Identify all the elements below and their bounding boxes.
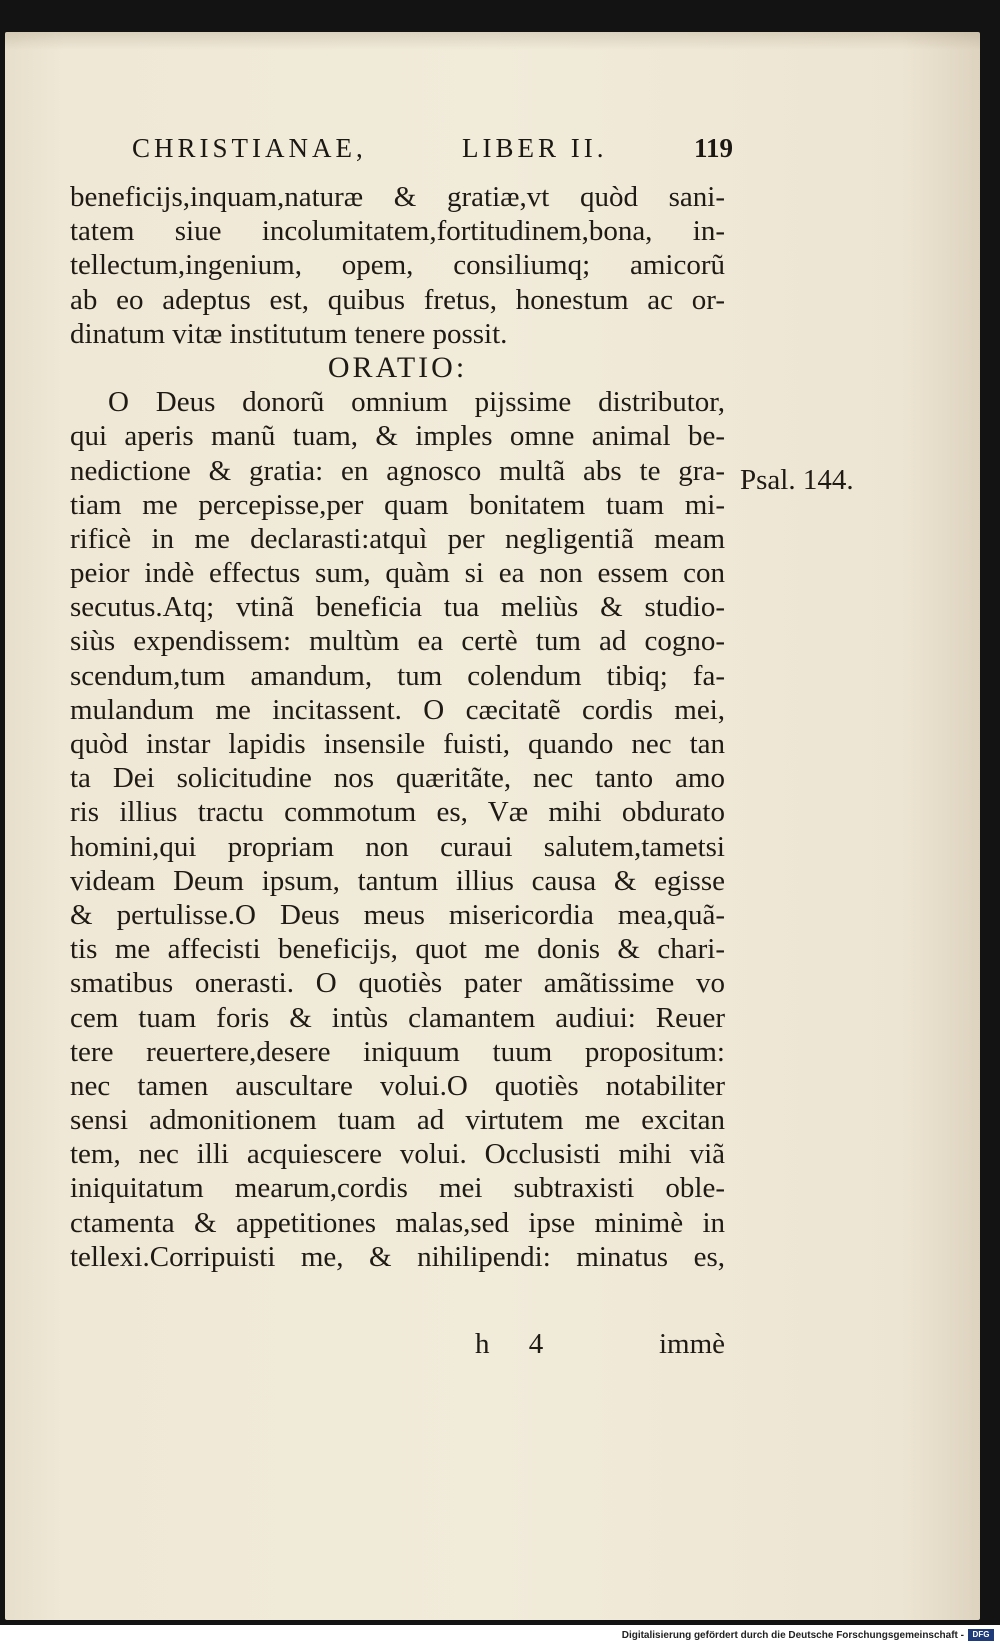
prayer-line: qui aperis manũ tuam, & imples omne animal be- xyxy=(70,420,725,453)
text-line: ab eo adeptus est, quibus fretus, honestum ac or- xyxy=(70,283,725,316)
prayer-line: peior indè effectus sum, quàm si ea non essem con xyxy=(70,557,725,590)
running-head-book: LIBER II. xyxy=(462,133,608,163)
running-head-title: CHRISTIANAE, xyxy=(132,133,367,163)
page-shadow xyxy=(5,32,980,50)
catchword: immè xyxy=(658,1328,725,1360)
prayer-line: videam Deum ipsum, tantum illius causa & egisse xyxy=(70,864,725,897)
prayer-line: quòd instar lapidis insensile fuisti, quando nec tan xyxy=(70,728,725,760)
catchline xyxy=(70,1328,725,1364)
digitization-credit xyxy=(622,1628,994,1642)
prayer-line: nec tamen auscultare volui.O quotiès notabiliter xyxy=(70,1069,725,1102)
prayer-line: mulandum me incitassent. O cæcitatẽ cordis mei, xyxy=(70,693,725,726)
prayer-line: cem tuam foris & intùs clamantem audiui: Reuer xyxy=(70,1001,725,1034)
marginal-note: Psal. 144. xyxy=(740,464,854,496)
signature-mark: h 4 xyxy=(475,1328,560,1360)
prayer-line: tis me affecisti beneficijs, quot me donis & chari- xyxy=(70,933,725,966)
main-text xyxy=(70,180,725,1274)
text-line: dinatum vitæ institutum tenere possit. xyxy=(70,317,508,350)
prayer-line: scendum,tum amandum, tum colendum tibiq; fa- xyxy=(70,659,725,692)
prayer-line: & pertulisse.O Deus meus misericordia mea,quã- xyxy=(70,898,725,931)
prayer-line: tere reuertere,desere iniquum tuum propositum: xyxy=(70,1035,725,1068)
prayer-line: tellexi.Corripuisti me, & nihilipendi: minatus es, xyxy=(70,1240,725,1273)
text-line: tellectum,ingenium, opem, consiliumq; amicorũ xyxy=(70,249,725,282)
prayer-line: sensi admonitionem tuam ad virtutem me excitan xyxy=(70,1104,725,1137)
prayer-line: rificè in me declarasti:atquì per negligentiã meam xyxy=(70,522,725,555)
running-head xyxy=(132,133,762,169)
text-line: beneficijs,inquam,naturæ & gratiæ,vt quòd sani- xyxy=(70,181,725,213)
prayer-line: tiam me percepisse,per quam bonitatem tuam mi- xyxy=(70,488,725,521)
prayer-line: tem, nec illi acquiescere volui. Occlusisti mihi viã xyxy=(70,1138,725,1171)
page-number: 119 xyxy=(694,133,734,163)
credit-text: Digitalisierung gefördert durch die Deutsche Forschungsgemeinschaft - xyxy=(621,1629,964,1641)
prayer-line: ris illius tractu commotum es, Væ mihi obdurato xyxy=(70,796,725,829)
prayer-line: homini,qui propriam non curaui salutem,tametsi xyxy=(70,830,725,863)
dfg-logo-icon: DFG xyxy=(968,1629,994,1641)
prayer-line: iniquitatum mearum,cordis mei subtraxisti oble- xyxy=(70,1172,725,1205)
prayer-line: ctamenta & appetitiones malas,sed ipse minimè in xyxy=(70,1206,725,1239)
section-heading: ORATIO: xyxy=(327,350,468,384)
prayer-line: ta Dei solicitudine nos quæritãte, nec tanto amo xyxy=(70,762,725,795)
prayer-line: siùs expendissem: multùm ea certè tum ad cogno- xyxy=(70,625,725,658)
prayer-line: O Deus donorũ omnium pijssime distributor, xyxy=(108,386,725,419)
prayer-line: nedictione & gratia: en agnosco multã abs te gra- xyxy=(70,454,725,487)
prayer-line: secutus.Atq; vtinã beneficia tua meliùs & studio- xyxy=(70,591,725,624)
text-line: tatem siue incolumitatem,fortitudinem,bona, in- xyxy=(70,215,725,248)
prayer-line: smatibus onerasti. O quotiès pater amãtissime vo xyxy=(70,967,725,1000)
